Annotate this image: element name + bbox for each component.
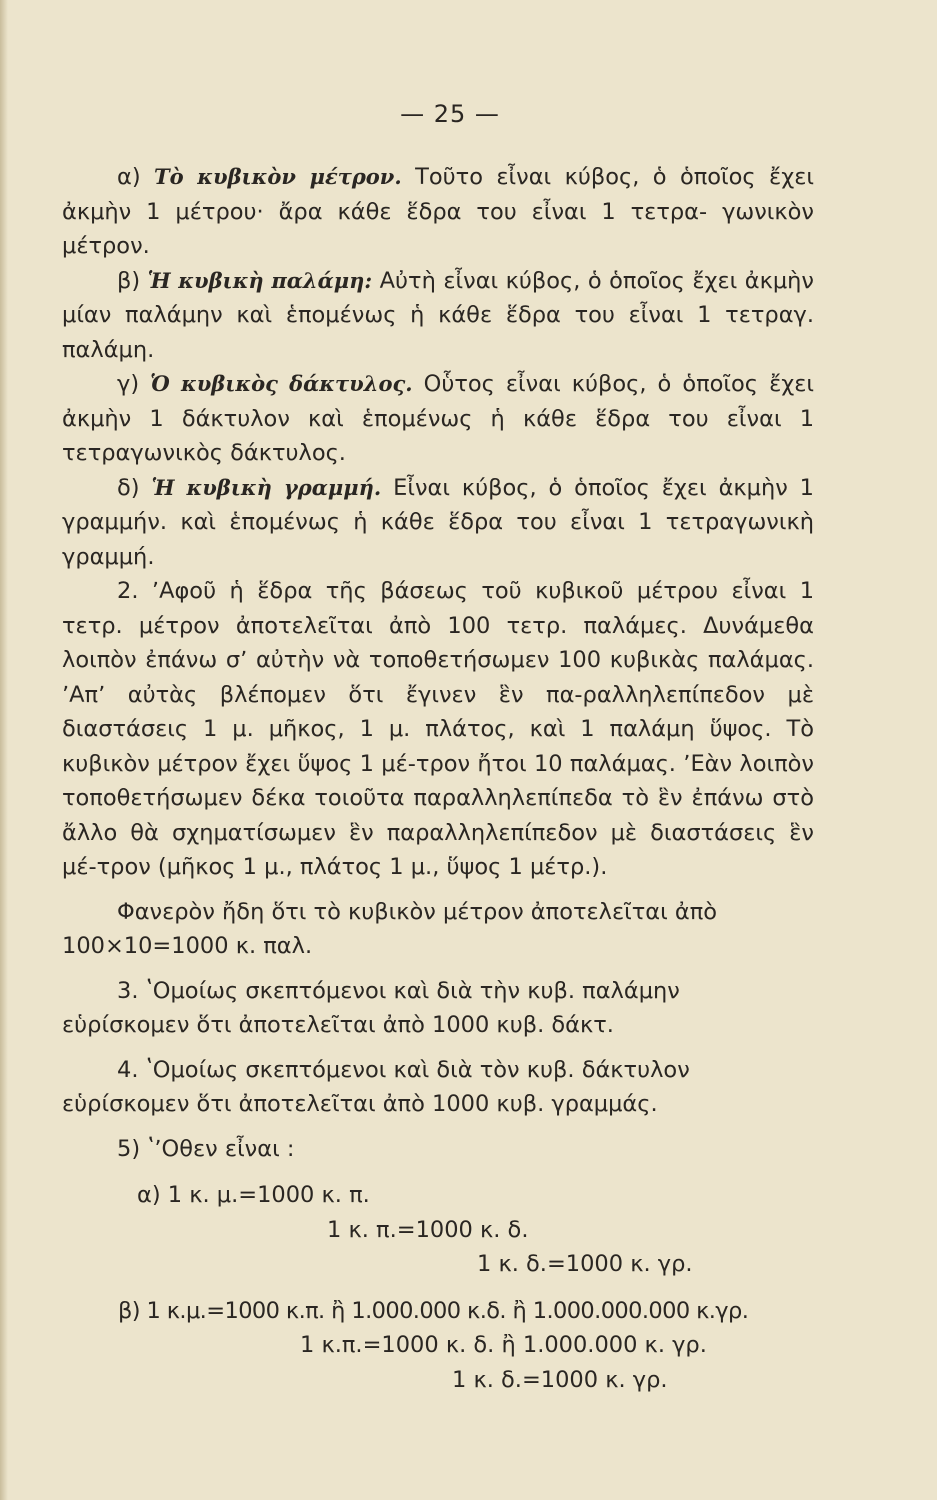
text-line: 3. ʽΟμοίως σκεπτόμενοι καὶ διὰ τὴν κυβ. παλάμην bbox=[117, 977, 680, 1004]
text-line: εὑρίσκομεν ὅτι ἀποτελεῖται ἀπὸ 1000 κυβ. δάκτ. bbox=[62, 1012, 614, 1038]
text-line: καὶ 1 παλάμη ὕψος. Τὸ κυβικὸν μέτρον ἔχει ὕψος 1 μέ- bbox=[62, 716, 815, 777]
text-line: γωνικὸν μέτρον. bbox=[62, 198, 814, 259]
text-line: 2. ʼΑφοῦ ἡ ἕδρα τῆς βάσεως τοῦ κυβικοῦ μέτρου bbox=[117, 578, 718, 604]
section-5-title: 5) ʽʼΟθεν εἶναι : bbox=[117, 1135, 295, 1162]
text-line: σχηματίσωμεν ἓν παραλληλεπίπεδον μὲ διαστάσεις ἓν μέ- bbox=[62, 819, 814, 880]
defined-term: Ἡ κυβικὴ γραμμή. bbox=[151, 474, 382, 500]
text-line: Δυνάμεθα λοιπὸν ἐπάνω σʼ αὐτὴν νὰ τοποθετήσωμεν 100 bbox=[62, 612, 815, 673]
text-line: ραλληλεπίπεδον μὲ διαστάσεις 1 μ. μῆκος, 1 μ. πλάτος, bbox=[62, 681, 814, 742]
conclusion-paragraph bbox=[62, 895, 814, 964]
text-line: Οὗτος εἶναι κύβος, ὁ ὁποῖος bbox=[412, 371, 759, 397]
item-label: δ) bbox=[117, 474, 140, 501]
text-line: Φανερὸν ἤδη ὅτι τὸ κυβικὸν μέτρον ἀποτελεῖται ἀπὸ bbox=[117, 898, 718, 925]
equation-line: 1 κ. δ.=1000 κ. γρ. bbox=[477, 1251, 693, 1277]
text-line: 4. ʽΟμοίως σκεπτόμενοι καὶ διὰ τὸν κυβ. δάκτυλον bbox=[117, 1056, 690, 1083]
text-line: Αὐτὴ εἶναι κύβος, ὁ ὁποῖος bbox=[372, 267, 685, 294]
equation-line: β) 1 κ.μ.=1000 κ.π. ἢ 1.000.000 κ.δ. ἢ 1.000.000.000 κ.γρ. bbox=[118, 1297, 749, 1324]
text-line: Τοῦτο εἶναι κύβος, ὁ ὁποῖος bbox=[401, 164, 756, 190]
equation-line: 1 κ. π.=1000 κ. δ. bbox=[327, 1216, 529, 1243]
text-line: εὑρίσκομεν ὅτι ἀποτελεῖται ἀπὸ 1000 κυβ. γραμμάς. bbox=[62, 1091, 658, 1117]
item-label: γ) bbox=[117, 371, 140, 397]
definition-paragraph bbox=[62, 367, 814, 471]
text-line: τρον ἤτοι 10 παλάμας. ʼΕὰν λοιπὸν τοποθετήσωμεν δέκα bbox=[62, 750, 814, 811]
definition-paragraph bbox=[62, 160, 814, 264]
defined-term: Τὸ κυβικὸν μέτρον. bbox=[154, 164, 402, 189]
text-line: Εἶναι κύβος, ὁ ὁποῖος ἔχει bbox=[381, 474, 707, 501]
text-line: ἀκμὴν 1 γραμμήν. καὶ ἑπομένως ἡ κάθε ἕδρα του εἶναι bbox=[62, 474, 815, 535]
equation-line: 1 κ. δ.=1000 κ. γρ. bbox=[452, 1366, 668, 1393]
defined-term: Ἡ κυβικὴ παλάμη: bbox=[147, 267, 373, 293]
text-line: τοιοῦτα παραλληλεπίπεδα τὸ ἓν ἐπάνω στὸ ἄλλο θὰ bbox=[62, 785, 814, 846]
definition-paragraph bbox=[62, 264, 814, 368]
equation-line: α) 1 κ. μ.=1000 κ. π. bbox=[137, 1182, 370, 1208]
defined-term: Ὁ κυβικὸς δάκτυλος. bbox=[150, 371, 413, 396]
text-line: εἶναι 1 τετραγωνικὸς δάκτυλος. bbox=[62, 405, 815, 466]
text-line: ἔχει ἀκμὴν 1 δάκτυλον καὶ ἑπομένως ἡ κάθε ἕδρα του bbox=[62, 371, 814, 432]
text-line: εἶναι 1 τετρ. μέτρον ἀποτελεῖται ἀπὸ 100 τετρ. παλάμες. bbox=[62, 578, 815, 639]
definition-paragraph bbox=[62, 471, 814, 575]
section-3-paragraph bbox=[62, 974, 814, 1043]
text-line: τρον (μῆκος 1 μ., πλάτος 1 μ., ὕψος 1 μέτρ.). bbox=[96, 854, 608, 880]
text-line: ἔχει ἀκμὴν μίαν παλάμην καὶ ἑπομένως ἡ κάθε ἕδρα του bbox=[62, 267, 814, 328]
page-body bbox=[62, 160, 814, 1397]
section-4-paragraph bbox=[62, 1053, 814, 1122]
section-2-paragraph bbox=[62, 574, 814, 885]
equation-line: 1 κ.π.=1000 κ. δ. ἢ 1.000.000 κ. γρ. bbox=[300, 1332, 707, 1358]
text-line: εἶναι 1 τετραγ. παλάμη. bbox=[62, 302, 814, 363]
text-line: 100×10=1000 κ. παλ. bbox=[62, 933, 313, 959]
item-label: β) bbox=[117, 267, 141, 294]
text-line: 1 τετραγωνικὴ γραμμή. bbox=[62, 509, 814, 570]
page-edge bbox=[0, 0, 8, 1500]
page-number: — 25 — bbox=[400, 100, 500, 128]
text-line: ἔχει ἀκμὴν 1 μέτρου· ἄρα κάθε ἕδρα του εἶναι 1 τετρα- bbox=[62, 164, 814, 225]
text-line: κυβικὰς παλάμας. ʼΑπʼ αὐτὰς βλέπομεν ὅτι ἔγινεν ἓν πα- bbox=[62, 647, 815, 708]
item-label: α) bbox=[117, 164, 141, 190]
